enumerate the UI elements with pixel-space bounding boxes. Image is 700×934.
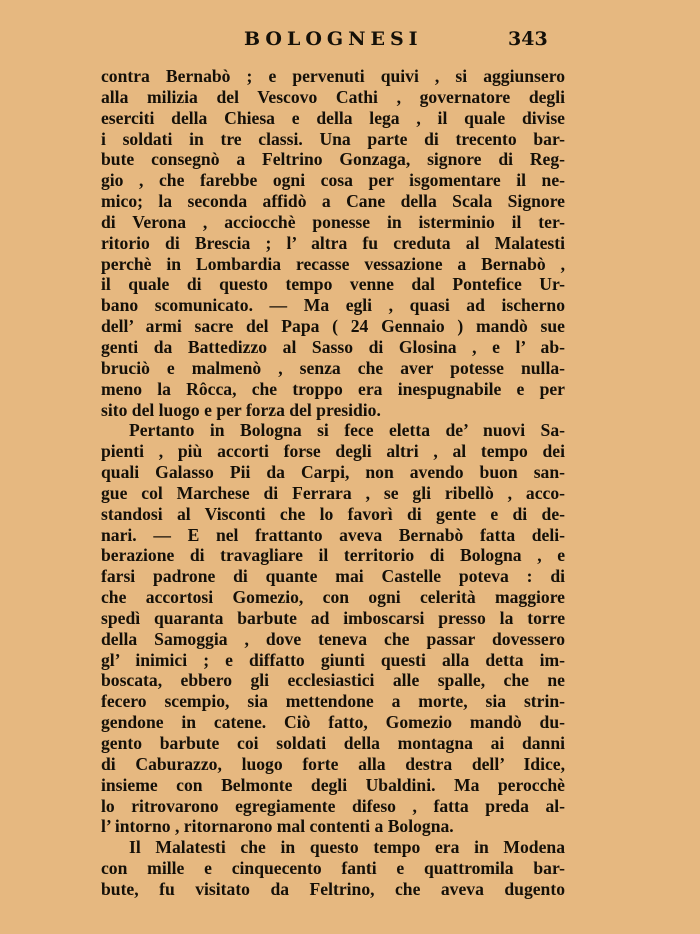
text-line: gue col Marchese di Ferrara , se gli ribellò , acco- (101, 482, 565, 503)
text-line: nari. — E nel frattanto aveva Bernabò fatta deli- (101, 524, 565, 545)
text-line: bute consegnò a Feltrino Gonzaga, signore di Reg- (101, 149, 565, 170)
text-line: pienti , più accorti forse degli altri , al tempo dei (101, 441, 565, 462)
text-line: ritorio di Brescia ; l’ altra fu creduta al Malatesti (101, 232, 565, 253)
text-line: genti da Battedizzo al Sasso di Glosina , e l’ ab- (101, 336, 565, 357)
paragraph-first-line: Il Malatesti che in questo tempo era in Modena (129, 837, 565, 858)
page-header (0, 28, 700, 56)
text-line: insieme con Belmonte degli Ubaldini. Ma perocchè (101, 774, 565, 795)
text-line: gl’ inimici ; e diffatto giunti questi alla detta im- (101, 649, 565, 670)
text-line: contra Bernabò ; e pervenuti quivi , si aggiunsero (101, 66, 565, 86)
text-line: standosi al Visconti che lo favorì di gente e di de- (101, 503, 565, 524)
text-line: boscata, ebbero gli ecclesiastici alle spalle, che ne (101, 670, 565, 691)
text-line: quali Galasso Pii da Carpi, non avendo buon san- (101, 462, 565, 483)
text-line: berazione di travagliare il territorio di Bologna , e (101, 545, 565, 566)
body-text (101, 66, 565, 900)
text-line: di Caburazzo, luogo forte alla destra dell’ Idice, (101, 753, 565, 774)
text-line: perchè in Lombardia recasse vessazione a Bernabò , (101, 253, 565, 274)
text-line: spedì quaranta barbute ad imboscarsi presso la torre (101, 607, 565, 628)
text-line: bute, fu visitato da Feltrino, che aveva dugento (101, 878, 565, 899)
text-line: gento barbute coi soldati della montagna ai danni (101, 733, 565, 753)
running-title: BOLOGNESI (244, 28, 423, 50)
text-line: gio , che farebbe ogni cosa per isgomentare il ne- (101, 170, 565, 191)
text-line: gendone in catene. Ciò fatto, Gomezio mandò du- (101, 712, 565, 733)
text-line: farsi padrone di quante mai Castelle poteva : di (101, 566, 565, 587)
text-line: della Samoggia , dove teneva che passar dovessero (101, 628, 565, 649)
text-line: che accortosi Gomezio, con ogni celerità maggiore (101, 587, 565, 608)
text-line: di Verona , acciocchè ponesse in isterminio il ter- (101, 211, 565, 232)
text-line: eserciti della Chiesa e della lega , il quale divise (101, 107, 565, 128)
text-line: bano scomunicato. — Ma egli , quasi ad ischerno (101, 295, 565, 316)
text-line: dell’ armi sacre del Papa ( 24 Gennaio ) mandò sue (101, 316, 565, 337)
text-line: il quale di questo tempo venne dal Pontefice Ur- (101, 274, 565, 295)
text-line: con mille e cinquecento fanti e quattromila bar- (101, 858, 565, 879)
text-line: bruciò e malmenò , senza che aver potesse nulla- (101, 357, 565, 378)
paragraph-last-line: sito del luogo e per forza del presidio. (101, 399, 381, 420)
paragraph-last-line: l’ intorno , ritornarono mal contenti a Bologna. (101, 816, 454, 837)
text-line: alla milizia del Vescovo Cathi , governatore degli (101, 86, 565, 107)
text-line: i soldati in tre classi. Una parte di trecento bar- (101, 128, 565, 149)
page-number: 343 (508, 28, 548, 50)
text-line: lo ritrovarono egregiamente difeso , fatta preda al- (101, 795, 565, 816)
text-line: mico; la seconda affidò a Cane della Scala Signore (101, 191, 565, 212)
paragraph-first-line: Pertanto in Bologna si fece eletta de’ nuovi Sa- (129, 420, 565, 441)
text-line: meno la Rôcca, che troppo era inespugnabile e per (101, 378, 565, 399)
text-line: fecero scempio, sia mettendone a morte, sia strin- (101, 691, 565, 712)
